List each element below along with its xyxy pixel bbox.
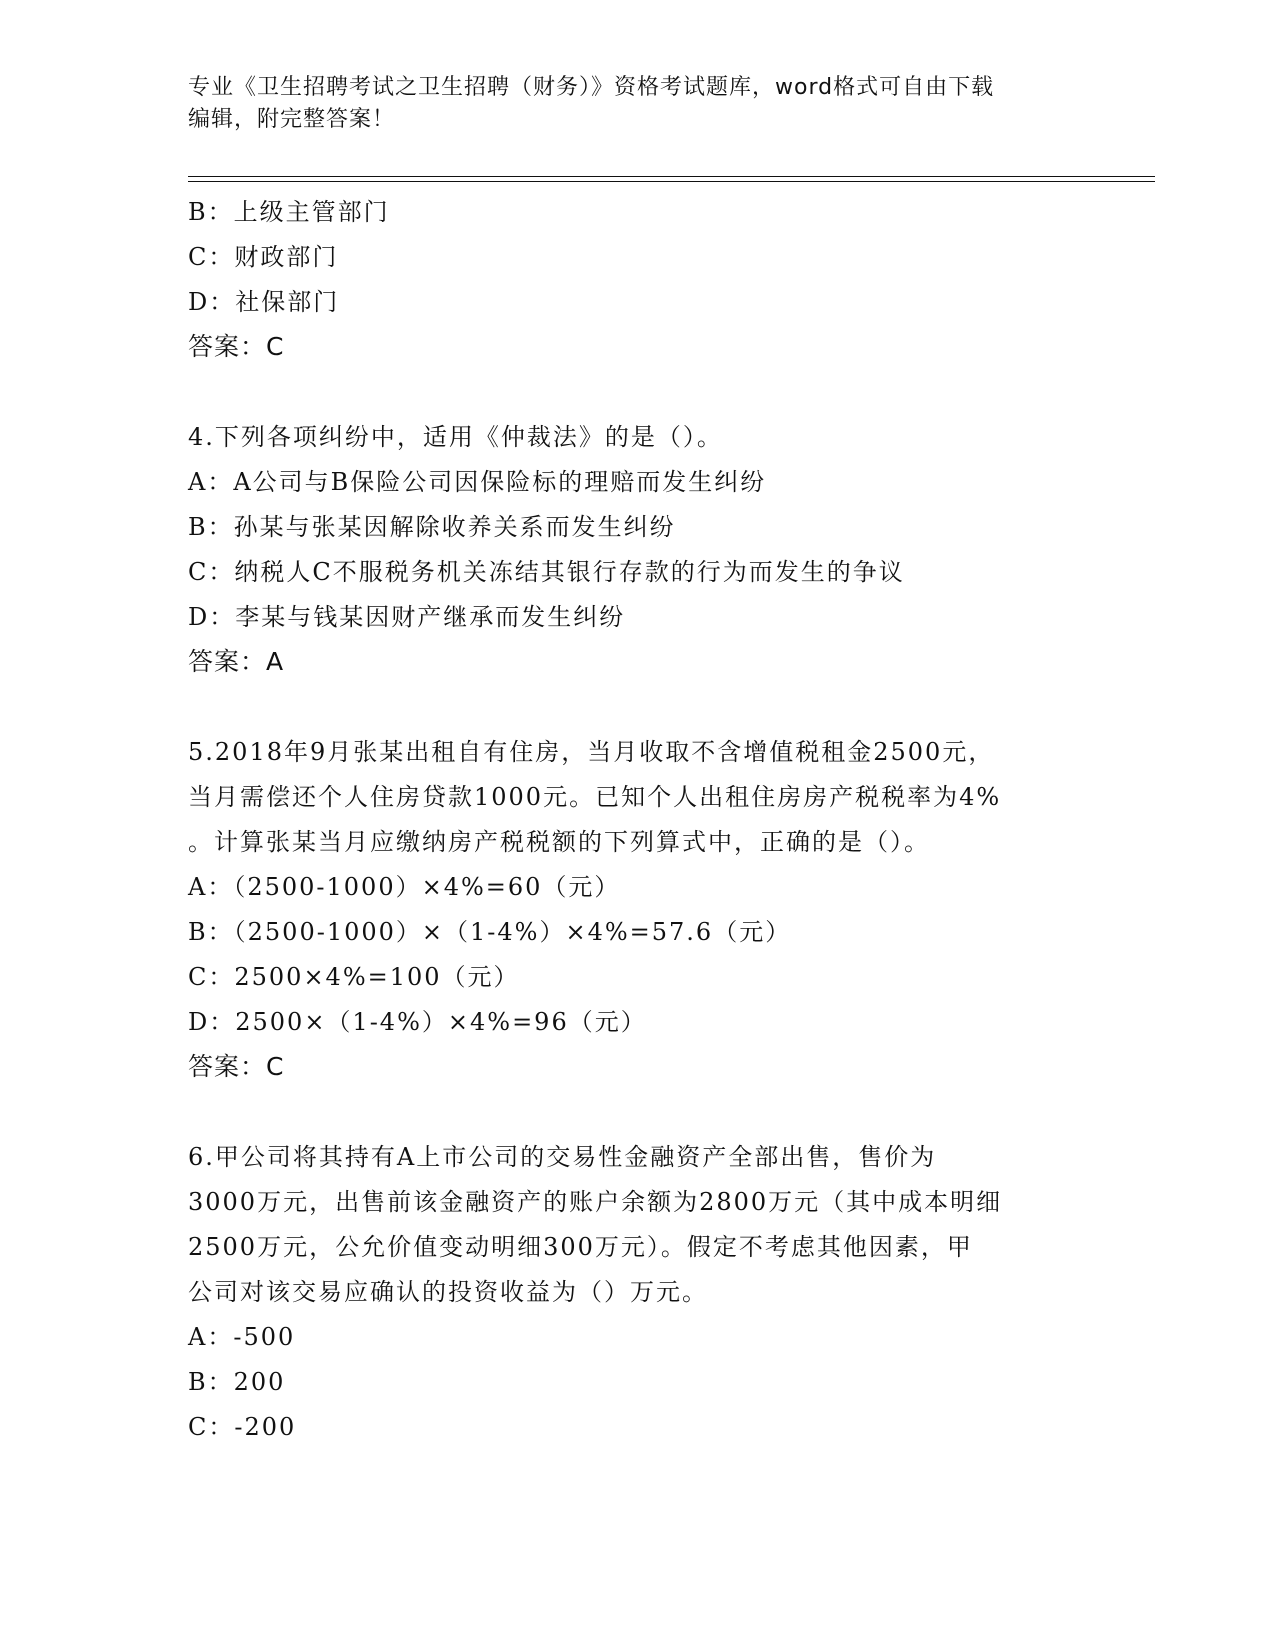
q3-answer: 答案：C	[188, 332, 285, 361]
q6-stem-line-1: 6.甲公司将其持有A上市公司的交易性金融资产全部出售，售价为	[188, 1143, 937, 1171]
q6-stem-line-4: 公司对该交易应确认的投资收益为（）万元。	[188, 1278, 708, 1306]
q6-stem-line-2: 3000万元，出售前该金融资产的账户余额为2800万元（其中成本明细	[188, 1188, 1003, 1216]
q5-option-b: B：（2500-1000）×（1-4%）×4%=57.6（元）	[188, 918, 792, 946]
q4-answer: 答案：A	[188, 647, 285, 676]
q5-answer: 答案：C	[188, 1052, 285, 1081]
q4-stem-line-1: 4.下列各项纠纷中，适用《仲裁法》的是（）。	[188, 423, 723, 451]
q4-option-a: A：A公司与B保险公司因保险标的理赔而发生纠纷	[188, 468, 767, 496]
document-header-line-1: 专业《卫生招聘考试之卫生招聘（财务）》资格考试题库，word格式可自由下载	[188, 75, 995, 100]
q5-option-d: D：2500×（1-4%）×4%=96（元）	[188, 1008, 647, 1036]
q5-stem-line-2: 当月需偿还个人住房贷款1000元。已知个人出租住房房产税税率为4%	[188, 783, 1002, 811]
q6-option-a: A：-500	[188, 1323, 296, 1351]
q4-option-c: C：纳税人C不服税务机关冻结其银行存款的行为而发生的争议	[188, 558, 905, 586]
q5-option-a: A：（2500-1000）×4%=60（元）	[188, 873, 621, 901]
header-divider-bottom	[188, 181, 1155, 182]
q5-option-c: C：2500×4%=100（元）	[188, 963, 520, 991]
q5-stem-line-1: 5.2018年9月张某出租自有住房，当月收取不含增值税租金2500元，	[188, 738, 995, 766]
document-header-line-2: 编辑，附完整答案！	[188, 107, 396, 132]
q4-option-d: D：李某与钱某因财产继承而发生纠纷	[188, 603, 626, 631]
header-divider-top	[188, 176, 1155, 177]
q3-option-b: B：上级主管部门	[188, 198, 390, 226]
q3-option-d: D：社保部门	[188, 288, 340, 316]
q6-option-b: B：200	[188, 1368, 286, 1396]
q6-stem-line-3: 2500万元，公允价值变动明细300万元）。假定不考虑其他因素，甲	[188, 1233, 973, 1261]
q4-option-b: B：孙某与张某因解除收养关系而发生纠纷	[188, 513, 676, 541]
q5-stem-line-3: 。计算张某当月应缴纳房产税税额的下列算式中，正确的是（）。	[188, 828, 930, 856]
q6-option-c: C：-200	[188, 1413, 297, 1441]
q3-option-c: C：财政部门	[188, 243, 339, 271]
